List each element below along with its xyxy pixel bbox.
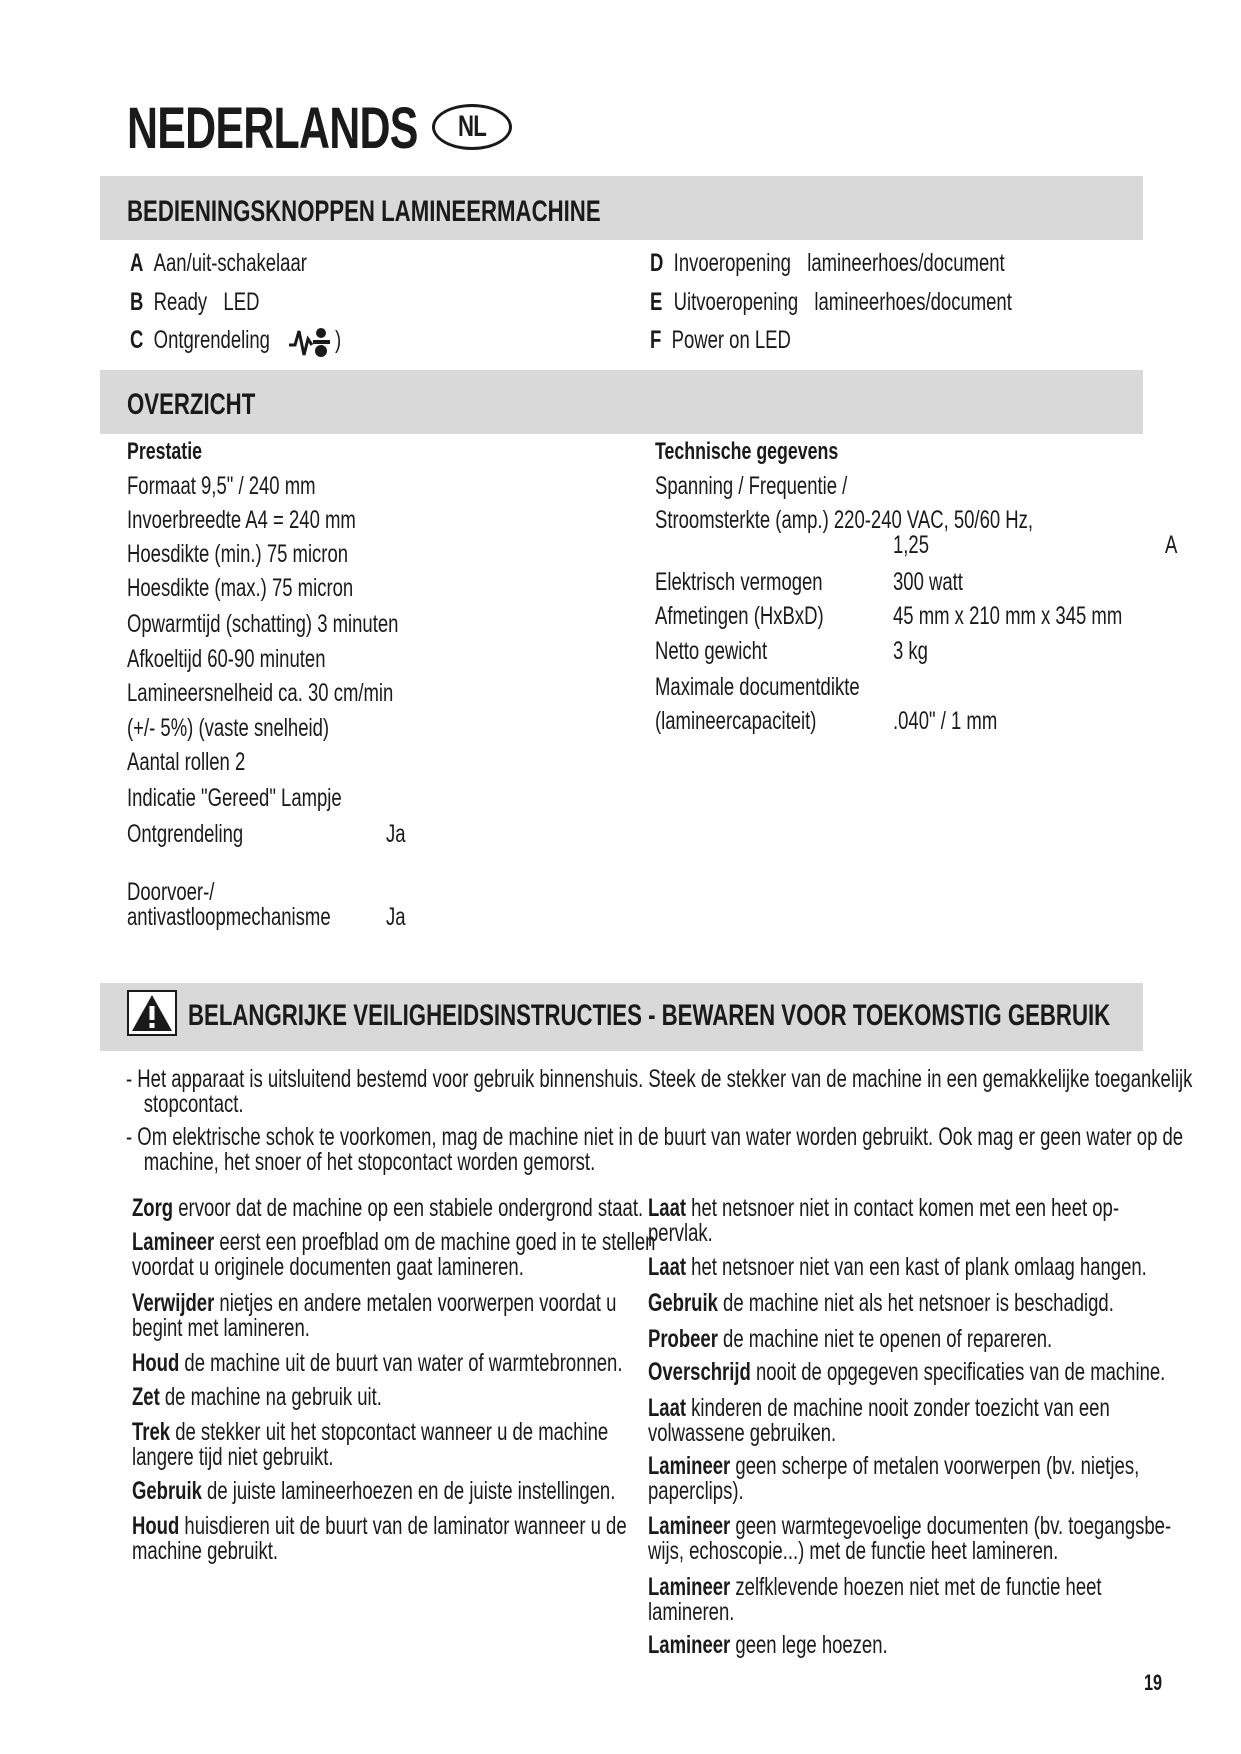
instruction-item: Probeer de machine niet te openen of repareren.: [648, 1325, 1053, 1353]
release-label: Ontgrendeling: [127, 820, 244, 848]
performance-item: Lamineersnelheid ca. 30 cm/min: [127, 679, 394, 707]
warning-box: [127, 990, 177, 1036]
safety-bullet: - Om elektrische schok te voorkomen, mag de machine niet in de buurt van water worden gebruikt. Ook mag er geen water op de machine, het snoer of het stopcontact worden gemorst.: [126, 1123, 1184, 1176]
language-badge: NL: [432, 104, 512, 150]
instruction-item: Gebruik de juiste lamineerhoezen en de juiste instellingen.: [132, 1477, 616, 1505]
tech-line: 1,25: [893, 531, 930, 559]
control-item-c-paren: ): [335, 326, 342, 354]
tech-row-value: 45 mm x 210 mm x 345 mm: [893, 602, 1123, 630]
control-item-c: C Ontgrendeling: [130, 326, 270, 354]
control-item-a: A Aan/uit-schakelaar: [130, 249, 307, 277]
antijam-value: Ja: [386, 903, 406, 931]
tech-row-value: 300 watt: [893, 568, 963, 596]
tech-line: Spanning / Frequentie /: [655, 472, 848, 500]
performance-item: Afkoeltijd 60-90 minuten: [127, 645, 326, 673]
controls-section-title: BEDIENINGSKNOPPEN LAMINEERMACHINE: [127, 195, 601, 228]
antijam-label: Doorvoer-/: [127, 878, 215, 906]
release-icon: [287, 325, 333, 359]
tech-row-label: Afmetingen (HxBxD): [655, 602, 824, 630]
performance-item: Opwarmtijd (schatting) 3 minuten: [127, 610, 399, 638]
control-item-b: B Ready LED: [130, 288, 260, 316]
tech-line: Stroomsterkte (amp.) 220-240 VAC, 50/60 Hz,: [655, 506, 1034, 534]
tech-heading: Technische gegevens: [655, 438, 839, 465]
instruction-item: Laat kinderen de machine nooit zonder toezicht van een volwassene gebruiken.: [648, 1394, 1110, 1447]
performance-item: Invoerbreedte A4 = 240 mm: [127, 506, 356, 534]
instruction-item: Verwijder nietjes en andere metalen voorwerpen voordat u begint met lamineren.: [132, 1289, 617, 1342]
max-doc-label: (lamineercapaciteit): [655, 707, 817, 735]
warning-icon: [129, 992, 175, 1034]
tech-line-unit: A: [1165, 531, 1178, 559]
overview-section-bar: [100, 370, 1143, 434]
tech-row-label: Netto gewicht: [655, 637, 768, 665]
instruction-item: Lamineer geen lege hoezen.: [648, 1631, 888, 1659]
overview-section-title: OVERZICHT: [127, 388, 256, 421]
performance-item: Formaat 9,5" / 240 mm: [127, 472, 316, 500]
release-value: Ja: [386, 820, 406, 848]
performance-item: Indicatie "Gereed" Lampje: [127, 784, 342, 812]
performance-heading: Prestatie: [127, 438, 203, 465]
control-item-e: E Uitvoeropening lamineerhoes/document: [650, 288, 1012, 316]
page-title: NEDERLANDS: [127, 95, 418, 161]
safety-section-title: BELANGRIJKE VEILIGHEIDSINSTRUCTIES - BEWAREN VOOR TOEKOMSTIG GEBRUIK: [188, 999, 1111, 1032]
antijam-label: antivastloopmechanisme: [127, 903, 331, 931]
instruction-item: Houd huisdieren uit de buurt van de laminator wanneer u de machine gebruikt.: [132, 1512, 627, 1565]
tech-row-label: Elektrisch vermogen: [655, 568, 823, 596]
instruction-item: Lamineer geen warmtegevoelige documenten (bv. toegangsbe- wijs, echoscopie...) met de functie heet lamineren.: [648, 1512, 1172, 1565]
tech-row-value: 3 kg: [893, 637, 928, 665]
instruction-item: Lamineer zelfklevende hoezen niet met de functie heet lamineren.: [648, 1573, 1102, 1626]
instruction-item: Trek de stekker uit het stopcontact wanneer u de machine langere tijd niet gebruikt.: [132, 1418, 609, 1471]
instruction-item: Lamineer eerst een proefblad om de machine goed in te stellen voordat u originele documenten gaat lamineren.: [132, 1228, 656, 1281]
instruction-item: Laat het netsnoer niet in contact komen met een heet op- pervlak.: [648, 1194, 1120, 1247]
instruction-item: Lamineer geen scherpe of metalen voorwerpen (bv. nietjes, paperclips).: [648, 1452, 1140, 1505]
max-doc-label: Maximale documentdikte: [655, 673, 860, 701]
safety-bullet: - Het apparaat is uitsluitend bestemd voor gebruik binnenshuis. Steek de stekker van de machine in een gemakkelijke toegankelijk stopcontact.: [126, 1065, 1193, 1118]
page-number: 19: [1144, 1670, 1163, 1695]
performance-item: Hoesdikte (max.) 75 micron: [127, 574, 354, 602]
performance-item: Hoesdikte (min.) 75 micron: [127, 540, 349, 568]
control-item-d: D Invoeropening lamineerhoes/document: [650, 249, 1005, 277]
control-item-f: F Power on LED: [650, 326, 791, 354]
performance-item: Aantal rollen 2: [127, 748, 246, 776]
instruction-item: Gebruik de machine niet als het netsnoer is beschadigd.: [648, 1289, 1114, 1317]
instruction-item: Houd de machine uit de buurt van water of warmtebronnen.: [132, 1349, 623, 1377]
instruction-item: Zet de machine na gebruik uit.: [132, 1383, 382, 1411]
instruction-item: Laat het netsnoer niet van een kast of plank omlaag hangen.: [648, 1253, 1147, 1281]
max-doc-value: .040" / 1 mm: [893, 707, 998, 735]
instruction-item: Overschrijd nooit de opgegeven specificaties van de machine.: [648, 1358, 1166, 1386]
performance-item: (+/- 5%) (vaste snelheid): [127, 714, 330, 742]
instruction-item: Zorg ervoor dat de machine op een stabiele ondergrond staat.: [132, 1194, 644, 1222]
